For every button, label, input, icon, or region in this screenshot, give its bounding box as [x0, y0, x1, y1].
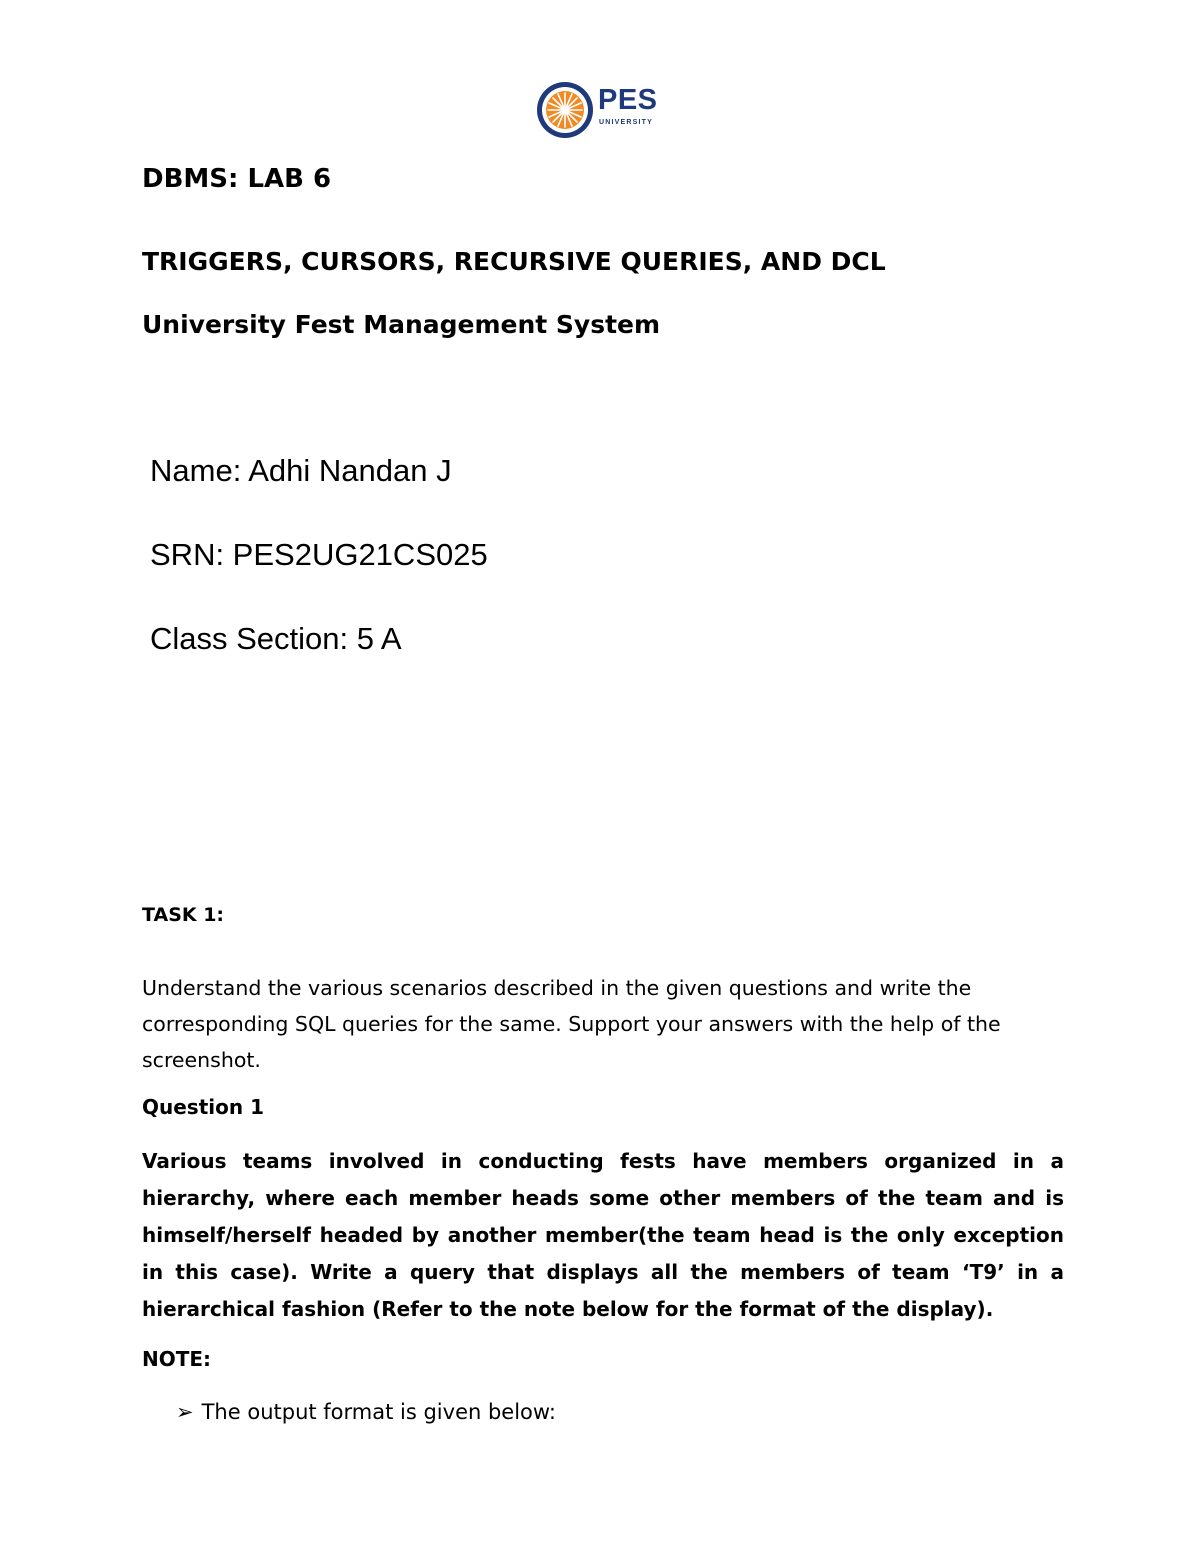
note-bullet-text: The output format is given below:: [201, 1400, 557, 1424]
pes-emblem-icon: [535, 80, 595, 140]
question-body: Various teams involved in conducting fests have members organized in a hierarchy, where each member heads some other members of the team and is himself/herself headed by another member(the team head is the only exception in this case). Write a query that displays all the members of team ‘T9’ in a hierarchical fashion (Refer to the note below for the format of the display).: [142, 1149, 1064, 1321]
arrowhead-bullet-icon: ➢: [176, 1400, 194, 1424]
student-srn: SRN: PES2UG21CS025: [150, 537, 488, 572]
logo-wordmark: PES: [598, 84, 658, 116]
student-name: Name: Adhi Nandan J: [150, 453, 452, 488]
system-title: University Fest Management System: [142, 310, 661, 339]
class-section: Class Section: 5 A: [150, 621, 402, 656]
logo-subtext: UNIVERSITY: [599, 119, 654, 126]
pes-university-logo: [535, 80, 675, 140]
question-heading: Question 1: [142, 1095, 264, 1119]
note-bullet-item: [176, 1400, 556, 1424]
task-heading: TASK 1:: [142, 904, 225, 926]
note-heading: NOTE:: [142, 1347, 212, 1371]
lab-title: DBMS: LAB 6: [142, 164, 332, 194]
lab-topic: TRIGGERS, CURSORS, RECURSIVE QUERIES, AND DCL: [142, 247, 886, 276]
task-instructions: Understand the various scenarios described in the given questions and write the corresponding SQL queries for the same. Support your answers with the help of the screenshot.: [142, 976, 1001, 1072]
